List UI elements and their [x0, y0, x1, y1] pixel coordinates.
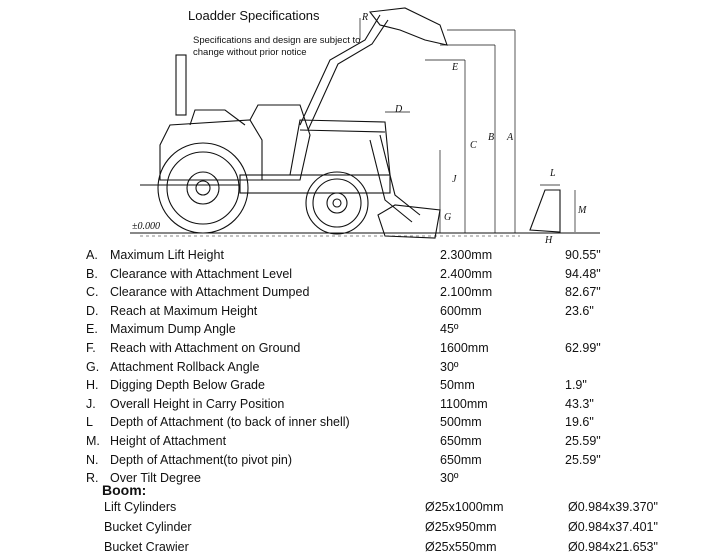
spec-imperial: 1.9": [565, 378, 587, 393]
spec-label: Clearance with Attachment Level: [110, 266, 293, 281]
spec-imperial: 25.59": [565, 434, 601, 448]
spec-label: Maximum Dump Angle: [110, 322, 236, 337]
spec-code: B.: [86, 266, 98, 281]
spec-code: G.: [86, 359, 100, 374]
boom-metric: Ø25x1000mm: [425, 500, 504, 514]
spec-imperial: 94.48": [565, 266, 601, 281]
boom-metric: Ø25x550mm: [425, 540, 497, 554]
spec-metric: 50mm: [440, 378, 475, 393]
dim-label-a: A: [507, 132, 514, 143]
spec-code: E.: [86, 322, 98, 337]
spec-metric: 2.400mm: [440, 266, 493, 281]
boom-label: Lift Cylinders: [104, 500, 177, 514]
boom-label: Bucket Cylinder: [104, 520, 192, 534]
exhaust-stack: [176, 55, 186, 115]
spec-metric: 30º: [440, 471, 459, 486]
boom-label: Bucket Crawier: [104, 540, 189, 554]
spec-imperial: 82.67": [565, 285, 601, 300]
spec-label: Digging Depth Below Grade: [110, 378, 265, 393]
spec-metric: 500mm: [440, 415, 482, 430]
spec-label: Depth of Attachment(to pivot pin): [110, 452, 293, 467]
lift-arm-raised: [300, 15, 380, 125]
spec-imperial: 43.3": [565, 396, 594, 411]
spec-metric: 650mm: [440, 452, 482, 467]
spec-code: L: [86, 415, 93, 430]
dim-label-l: L: [550, 168, 556, 179]
disclaimer-line-1: Specifications and design are subject to: [193, 35, 361, 46]
disclaimer-note: [193, 35, 360, 59]
spec-code: N.: [86, 452, 99, 467]
spec-code: F.: [86, 341, 96, 355]
spec-code: H.: [86, 378, 99, 393]
spec-imperial: 90.55": [565, 248, 601, 262]
spec-label: Reach with Attachment on Ground: [110, 341, 301, 355]
dim-label-m: M: [578, 205, 587, 216]
spec-code: M.: [86, 434, 100, 448]
spec-label: Over Tilt Degree: [110, 471, 202, 486]
loader-mast: [290, 120, 390, 175]
spec-metric: 2.300mm: [440, 248, 493, 262]
spec-imperial: 25.59": [565, 452, 601, 467]
dim-label-j: J: [452, 174, 457, 185]
spec-code: J.: [86, 396, 96, 411]
spec-metric: 45º: [440, 322, 459, 337]
boom-metric: Ø25x950mm: [425, 520, 497, 534]
bucket-side-view: [530, 190, 560, 232]
ground-label: ±0.000: [132, 221, 160, 232]
page-title: Loadder Specifications: [188, 8, 320, 23]
spec-label: Height of Attachment: [110, 434, 227, 448]
spec-imperial: 23.6": [565, 303, 594, 318]
spec-code: A.: [86, 248, 98, 262]
spec-metric: 600mm: [440, 303, 482, 318]
boom-title: Boom:: [102, 482, 147, 498]
disclaimer-line-2: change without prior notice: [193, 47, 307, 58]
dim-label-c: C: [470, 140, 477, 151]
dim-label-g: G: [444, 212, 452, 223]
dim-label-b: B: [488, 132, 495, 143]
spec-label: Attachment Rollback Angle: [110, 359, 260, 374]
spec-label: Overall Height in Carry Position: [110, 396, 285, 411]
spec-metric: 1100mm: [440, 396, 488, 411]
spec-metric: 650mm: [440, 434, 482, 448]
spec-label: Depth of Attachment (to back of inner shell): [110, 415, 350, 430]
spec-imperial: 19.6": [565, 415, 594, 430]
spec-metric: 30º: [440, 359, 459, 374]
spec-code: D.: [86, 303, 99, 318]
spec-label: Reach at Maximum Height: [110, 303, 258, 318]
spec-code: R.: [86, 471, 99, 486]
tractor-hood: [160, 120, 262, 180]
spec-metric: 2.100mm: [440, 285, 493, 300]
boom-imperial: Ø0.984x37.401": [568, 520, 658, 534]
rear-wheel: [158, 143, 248, 233]
tractor-cab: [250, 105, 310, 180]
boom-imperial: Ø0.984x39.370": [568, 500, 658, 514]
dim-label-r: R: [362, 12, 369, 23]
bucket-raised: [370, 8, 447, 45]
spec-label: Maximum Lift Height: [110, 248, 224, 262]
boom-imperial: Ø0.984x21.653": [568, 540, 658, 554]
spec-label: Clearance with Attachment Dumped: [110, 285, 310, 300]
dim-label-h: H: [545, 235, 553, 245]
front-wheel: [306, 172, 368, 234]
spec-code: C.: [86, 285, 99, 300]
spec-metric: 1600mm: [440, 341, 489, 355]
dim-label-d: D: [395, 104, 403, 115]
spec-imperial: 62.99": [565, 341, 601, 355]
dim-label-e: E: [452, 62, 459, 73]
